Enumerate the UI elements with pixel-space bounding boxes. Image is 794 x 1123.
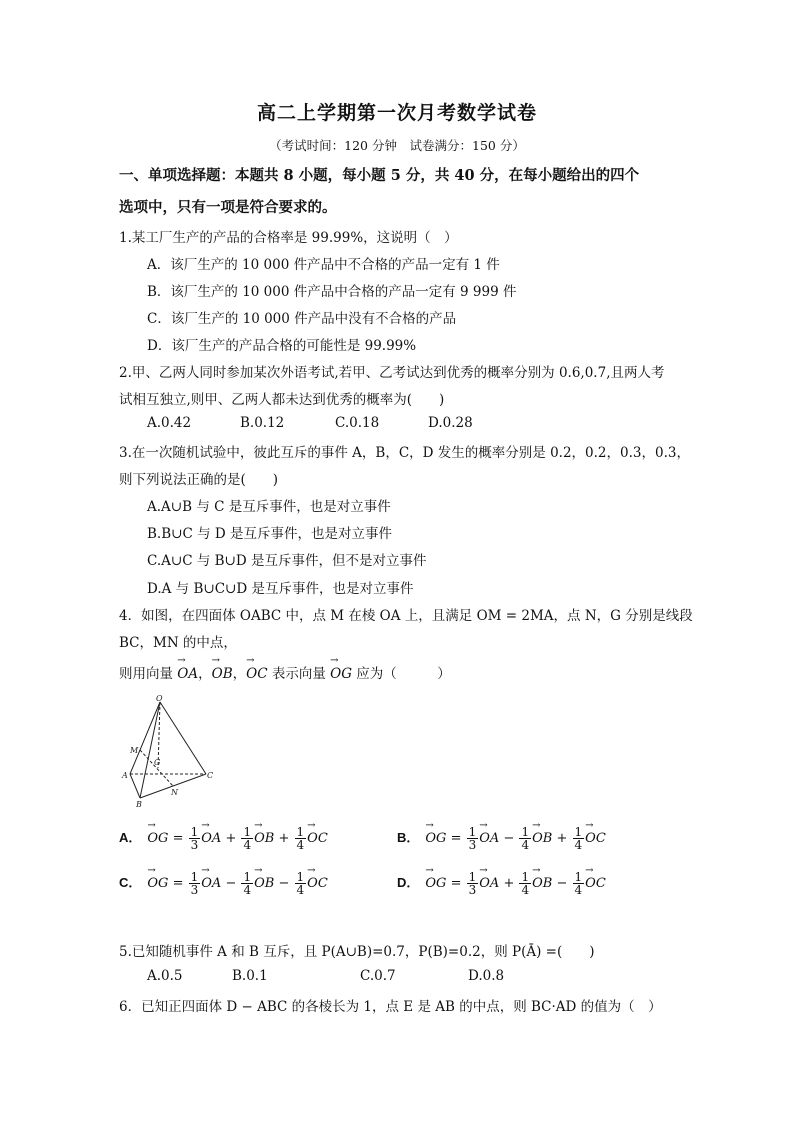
exam-info: （考试时间：120 分钟 试卷满分：150 分） [269,138,525,153]
vector-oc: → OC [246,666,267,682]
q1-option-a: A．该厂生产的 10 000 件产品中不合格的产品一定有 1 件 [147,257,500,273]
q4-option-c: C．→ OG = $\frac{1}{3}$ → OA − $\frac{1}{4}$ → OB − $\frac{1}{4}$ → OC [119,871,328,896]
label-g: G [154,758,161,767]
q4-stem-line1: 4．如图，在四面体 OABC 中，点 M 在棱 OA 上，且满足 OM = 2MA，点 N，G 分别是线段 [119,608,693,624]
label-c: C [207,771,214,780]
q5-option-c: C.0.7 [360,968,396,984]
q5-option-b: B.0.1 [232,968,268,984]
q3-option-b: B.B∪C 与 D 是互斥事件，也是对立事件 [147,526,392,542]
q5-stem: 5.已知随机事件 A 和 B 互斥，且 P(A∪B)=0.7，P(B)=0.2，则 P(Ā) =( ) [119,944,595,960]
q4-option-b: B．→ OG = $\frac{1}{3}$ → OA − $\frac{1}{4}$ → OB + $\frac{1}{4}$ → OC [397,826,606,851]
q1-stem: 1.某工厂生产的产品的合格率是 99.99%，这说明（ ） [119,230,458,246]
q2-stem-line2: 试相互独立,则甲、乙两人都未达到优秀的概率为( ) [119,392,445,408]
label-m: M [130,746,139,755]
vector-oa: → OA [177,666,198,682]
q2-option-c: C.0.18 [335,415,380,431]
q3-option-a: A.A∪B 与 C 是互斥事件，也是对立事件 [147,499,391,515]
q4-stem-line3: 则用向量 → OA，→ OB，→ OC 表示向量 → OG 应为（ ） [119,662,451,682]
label-b: B [136,800,142,809]
q3-option-c: C.A∪C 与 B∪D 是互斥事件，但不是对立事件 [147,553,427,569]
q1-option-d: D．该厂生产的产品合格的可能性是 99.99% [147,338,417,354]
q1-option-b: B．该厂生产的 10 000 件产品中合格的产品一定有 9 999 件 [147,284,517,300]
q2-option-d: D.0.28 [428,415,473,431]
q3-stem-line2: 则下列说法正确的是( ) [119,472,279,488]
q5-option-a: A.0.5 [147,968,183,984]
vector-ob: → OB [212,666,233,682]
q5-option-d: D.0.8 [468,968,505,984]
q6-stem: 6．已知正四面体 D − ABC 的各棱长为 1，点 E 是 AB 的中点，则 BC·AD 的值为（ ） [119,999,662,1015]
vector-og: → OG [330,666,352,682]
q4-option-a: A．→ OG = $\frac{1}{3}$ → OA + $\frac{1}{4}$ → OB + $\frac{1}{4}$ → OC [119,826,328,851]
label-n: N [171,788,178,797]
label-a: A [122,771,128,780]
section-heading-line1: 一、单项选择题：本题共 8 小题，每小题 5 分，共 40 分，在每小题给出的四个 [119,167,640,184]
q2-option-a: A.0.42 [147,415,192,431]
q3-option-d: D.A 与 B∪C∪D 是互斥事件，也是对立事件 [147,581,414,597]
q2-stem-line1: 2.甲、乙两人同时参加某次外语考试,若甲、乙考试达到优秀的概率分别为 0.6,0.7,且两人考 [119,365,665,381]
q4-stem-line2: BC，MN 的中点， [119,635,237,651]
page-title: 高二上学期第一次月考数学试卷 [256,102,537,124]
tetrahedron-figure [118,692,218,810]
q1-option-c: C．该厂生产的 10 000 件产品中没有不合格的产品 [147,311,457,327]
q3-stem-line1: 3.在一次随机试验中，彼此互斥的事件 A，B，C，D 发生的概率分别是 0.2，0.2，0.3，0.3， [119,445,690,461]
label-o: O [156,694,163,703]
q4-option-d: D．→ OG = $\frac{1}{3}$ → OA + $\frac{1}{4}$ → OB − $\frac{1}{4}$ → OC [397,871,606,896]
q2-option-b: B.0.12 [240,415,285,431]
section-heading-line2: 选项中，只有一项是符合要求的。 [119,199,337,216]
